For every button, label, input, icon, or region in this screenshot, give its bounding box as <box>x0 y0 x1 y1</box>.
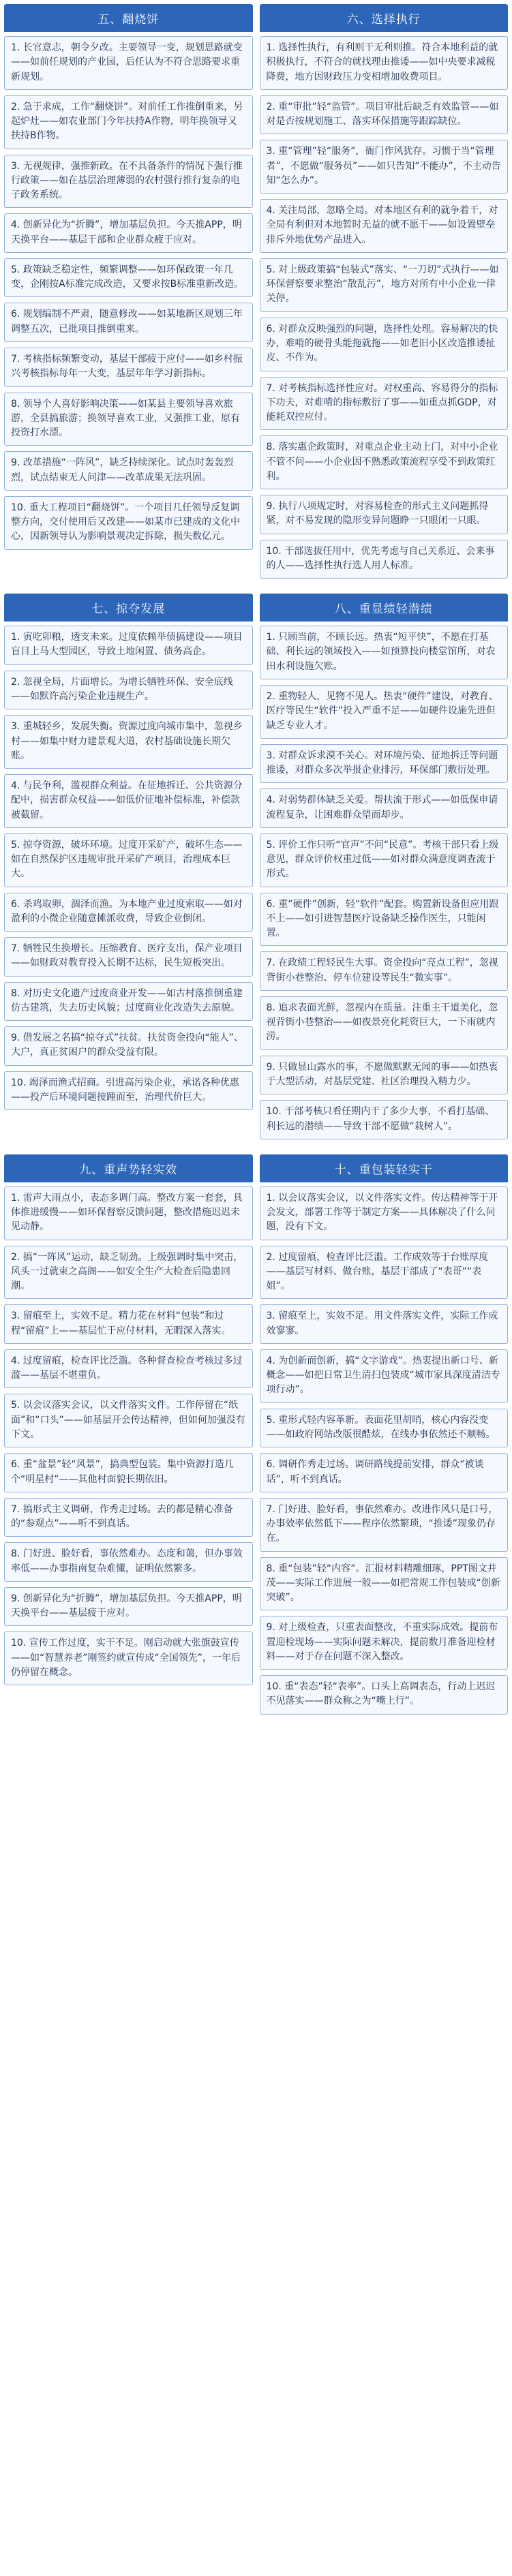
list-item: 6. 杀鸡取卵，涸泽而渔。为本地产业过度索取——如对盈利的小微企业随意摊派收费，导致企业倒闭。 <box>4 893 253 932</box>
list-item: 3. 留痕至上，实效不足。用文件落实文件，实际工作成效寥寥。 <box>260 1304 509 1344</box>
list-item: 8. 领导个人喜好影响决策——如某县主要领导喜欢旅游，全县搞旅游；换领导喜欢工业，又强推工业，原有投资打水漂。 <box>4 393 253 446</box>
list-item: 3. 重城轻乡，发展失衡。资源过度向城市集中，忽视乡村——如集中财力建景观大道，农村基础设施长期欠账。 <box>4 715 253 769</box>
list-item: 8. 落实惠企政策时，对重点企业主动上门，对中小企业不管不问——小企业因不熟悉政策流程享受不到政策红利。 <box>260 435 509 489</box>
list-item: 4. 创新异化为“折腾”，增加基层负担。今天推APP，明天换平台——基层干部和企业群众疲于应对。 <box>4 213 253 253</box>
column-10 <box>260 1154 509 1720</box>
list-item: 1. 雷声大雨点小，表态多调门高。整改方案一套套，具体推进缓慢——如环保督察反馈问题，整改措施迟迟未见动静。 <box>4 1186 253 1240</box>
section-1 <box>4 4 508 584</box>
list-item: 10. 宣传工作过度，实干不足。刚启动就大张旗鼓宣传——如“智慧养老”刚签约就宣传成“全国领先”，一年后仍停留在概念。 <box>4 1631 253 1685</box>
list-item: 10. 重大工程项目“翻烧饼”。一个项目几任领导反复调整方向，交付使用后又改建——如某市已建成的文化中心，因新领导认为影响景观决定拆除，损失数亿元。 <box>4 496 253 550</box>
list-item: 6. 对群众反映强烈的问题，选择性处理。容易解决的快办，难啃的硬骨头能拖就拖——如老旧小区改造推诿扯皮、不作为。 <box>260 318 509 371</box>
section-3 <box>4 1154 508 1720</box>
column-6 <box>260 4 509 584</box>
list-item: 2. 重“审批”轻“监管”。项目审批后缺乏有效监管——如对是否按规划施工、落实环保措施等跟踪缺位。 <box>260 95 509 135</box>
column-8 <box>260 594 509 1145</box>
list-item: 9. 创新异化为“折腾”，增加基层负担。今天推APP，明天换平台——基层疲于应对。 <box>4 1587 253 1627</box>
column-9 <box>4 1154 253 1720</box>
list-item: 6. 规划编制不严肃，随意修改——如某地新区规划三年调整五次，已批项目推倒重来。 <box>4 303 253 342</box>
list-item: 8. 重“包装”轻“内容”。汇报材料精雕细琢，PPT图文并茂——实际工作进展一般——如把常规工作包装成“创新突破”。 <box>260 1557 509 1611</box>
list-item: 5. 重形式轻内容革新。表面花里胡哨，核心内容没变——如政府网站改版很酷炫，在线办事依然还不顺畅。 <box>260 1409 509 1448</box>
column-title: 五、翻烧饼 <box>4 4 253 32</box>
list-item: 9. 执行八项规定时，对容易检查的形式主义问题抓得紧，对不易发现的隐形变异问题睁一只眼闭一只眼。 <box>260 495 509 534</box>
list-item: 3. 重“管理”轻“服务”，衙门作风犹存。习惯于当“管理者”，不愿做“服务员”——如只告知“不能办”，不主动告知“怎么办”。 <box>260 140 509 194</box>
list-item: 9. 只做显山露水的事，不愿做默默无闻的事——如热衷于大型活动，对基层党建、社区治理投入精力少。 <box>260 1056 509 1095</box>
list-item: 5. 掠夺资源，破坏环境。过度开采矿产，破坏生态——如在自然保护区违规审批开采矿产项目，治理成本巨大。 <box>4 833 253 887</box>
column-7 <box>4 594 253 1145</box>
column-title: 六、选择执行 <box>260 4 509 32</box>
list-item: 8. 门好进、脸好看，事依然难办。态度和蔼，但办事效率低——办事指南复杂难懂，证明依然繁多。 <box>4 1542 253 1582</box>
list-item: 1. 选择性执行，有利则干无利则推。符合本地利益的就积极执行，不符合的就找理由推诿——如中央要求减税降费，地方因财政压力变相增加收费项目。 <box>260 36 509 90</box>
list-item: 10. 重“表态”轻“表率”。口头上高调表态，行动上迟迟不见落实——群众称之为“嘴上行”。 <box>260 1675 509 1715</box>
list-item: 6. 调研作秀走过场。调研路线提前安排，群众“被谈话”，听不到真话。 <box>260 1453 509 1492</box>
list-item: 1. 寅吃卯粮，透支未来。过度依赖举债搞建设——项目盲目上马大型园区，导致土地闲置、债务高企。 <box>4 626 253 665</box>
list-item: 1. 长官意志，朝令夕改。主要领导一变，规划思路就变——如前任规划的产业园，后任认为不符合思路要求重新规划。 <box>4 36 253 90</box>
list-item: 5. 以会议落实会议，以文件落实文件。工作停留在“纸面”和“口头”——如基层开会传达精神，但如何加强没有下文。 <box>4 1394 253 1447</box>
column-title: 七、掠夺发展 <box>4 594 253 622</box>
list-item: 1. 只顾当前，不顾长远。热衷“短平快”，不愿在打基础、利长远的领域投入——如预算投向楼堂馆所，对农田水利设施欠账。 <box>260 626 509 679</box>
list-item: 8. 对历史文化遗产过度商业开发——如古村落推倒重建仿古建筑，失去历史风貌；过度商业化改造失去原貌。 <box>4 982 253 1022</box>
list-item: 5. 对上级政策搞“包装式”落实、“一刀切”式执行——如环保督察要求整治“散乱污”，地方对所有中小企业一律关停。 <box>260 258 509 312</box>
list-item: 3. 对群众诉求漠不关心。对环境污染、征地拆迁等问题推诿，对群众多次举报企业排污，环保部门敷衍处理。 <box>260 744 509 784</box>
list-item: 2. 急于求成，工作“翻烧饼”。对前任工作推倒重来，另起炉灶——如农业部门今年扶持A作物，明年换领导又扶持B作物。 <box>4 95 253 149</box>
list-item: 6. 重“硬件”创新，轻“软件”配套。购置新设备但应用跟不上——如引进智慧医疗设备缺乏操作医生，只能闲置。 <box>260 893 509 947</box>
list-item: 4. 过度留痕，检查评比泛滥。各种督查检查考核过多过滥——基层不堪重负。 <box>4 1349 253 1389</box>
list-item: 4. 对弱势群体缺乏关爱。帮扶流于形式——如低保申请流程复杂，让困难群众望而却步。 <box>260 788 509 828</box>
list-item: 3. 无视规律，强推新政。在不具备条件的情况下强行推行政策——如在基层治理薄弱的农村强行推行复杂的电子政务系统。 <box>4 155 253 209</box>
list-item: 8. 追求表面光鲜，忽视内在质量。注重主干道美化，忽视背街小巷整治——如夜景亮化耗资巨大，一下雨就内涝。 <box>260 996 509 1050</box>
list-item: 5. 评价工作只听“官声”不问“民意”。考核干部只看上级意见，群众评价权重过低——如对群众满意度调查流于形式。 <box>260 833 509 887</box>
list-item: 7. 搞形式主义调研，作秀走过场。去的都是精心准备的“参观点”——听不到真话。 <box>4 1498 253 1537</box>
list-item: 9. 借发展之名搞“掠夺式”扶贫。扶贫资金投向“能人”、大户，真正贫困户的群众受益有限。 <box>4 1026 253 1066</box>
list-item: 3. 留痕至上，实效不足。精力花在材料“包装”和过程“留痕”上——基层忙于应付材料，无暇深入落实。 <box>4 1304 253 1344</box>
list-item: 2. 搞“一阵风”运动，缺乏韧劲。上级强调时集中突击，风头一过就束之高阁——如安全生产大检查后隐患回潮。 <box>4 1246 253 1300</box>
column-title: 八、重显绩轻潜绩 <box>260 594 509 622</box>
list-item: 7. 考核指标频繁变动，基层干部疲于应付——如乡村振兴考核指标每年一大变，基层年年学习新指标。 <box>4 348 253 387</box>
list-item: 2. 过度留痕，检查评比泛滥。工作成效等于台账厚度——基层写材料、做台账，基层干部成了“表哥”“表姐”。 <box>260 1246 509 1300</box>
column-title: 九、重声势轻实效 <box>4 1154 253 1182</box>
list-item: 10. 竭泽而渔式招商。引进高污染企业，承诺各种优惠——投产后环境问题接踵而至，治理代价巨大。 <box>4 1071 253 1111</box>
list-item: 9. 对上级检查，只重表面整改，不重实际成效。提前布置迎检现场——实际问题未解决，提前数月准备迎检材料——对于存在问题不深入整改。 <box>260 1616 509 1670</box>
list-item: 4. 为创新而创新，搞“文字游戏”。热衷提出新口号、新概念——如把日常卫生清扫包装成“城市家具深度清洁专项行动”。 <box>260 1349 509 1403</box>
list-item: 7. 牺牲民生换增长。压缩教育、医疗支出，保产业项目——如财政对教育投入长期不达标，民生短板突出。 <box>4 937 253 977</box>
list-item: 7. 对考核指标选择性应对。对权重高、容易得分的指标下功夫，对难啃的指标敷衍了事——如重点抓GDP，对能耗双控应付。 <box>260 377 509 431</box>
list-item: 2. 重物轻人，见物不见人。热衷“硬件”建设，对教育、医疗等民生“软件”投入严重不足——如硬件设施先进但缺乏专业人才。 <box>260 685 509 739</box>
list-item: 7. 门好进、脸好看，事依然难办。改进作风只是口号，办事效率依然低下——程序依然繁琐，“推诿”现象仍存在。 <box>260 1498 509 1552</box>
column-5 <box>4 4 253 584</box>
list-item: 6. 重“盆景”轻“风景”，搞典型包装。集中资源打造几个“明星村”——其他村面貌长期依旧。 <box>4 1453 253 1492</box>
list-item: 9. 改革措施“一阵风”，缺乏持续深化。试点时轰轰烈烈，试点结束无人问津——改革成果无法巩固。 <box>4 451 253 491</box>
list-item: 4. 与民争利，滥视群众利益。在征地拆迁、公共资源分配中，损害群众权益——如低价征地补偿标准，补偿款被截留。 <box>4 774 253 828</box>
list-item: 5. 政策缺乏稳定性，频繁调整——如环保政策一年几变，企刚按A标准完成改造，又要求按B标准重新改造。 <box>4 258 253 298</box>
list-item: 7. 在政绩工程轻民生大事。资金投向“亮点工程”，忽视背街小巷整治、停车位建设等民生“微实事”。 <box>260 951 509 991</box>
list-item: 10. 干部考核只看任期内干了多少大事，不看打基础、利长远的潜绩——导致干部不愿做“栽树人”。 <box>260 1100 509 1139</box>
column-title: 十、重包装轻实干 <box>260 1154 509 1182</box>
list-item: 10. 干部选拔任用中，优先考虑与自己关系近、会来事的人——选择性执行选人用人标准。 <box>260 540 509 579</box>
section-2 <box>4 594 508 1145</box>
list-item: 2. 忽视全局，片面增长。为增长牺牲环保、安全底线——如默许高污染企业违规生产。 <box>4 671 253 710</box>
list-item: 1. 以会议落实会议，以文件落实文件。传达精神等于开会发文，部署工作等于制定方案——具体解决了什么问题，没有下文。 <box>260 1186 509 1240</box>
list-item: 4. 关注局部，忽略全局。对本地区有利的就争着干，对全局有利但对本地暂时无益的就不愿干——如设置壁垒排斥外地优势产品进入。 <box>260 199 509 253</box>
